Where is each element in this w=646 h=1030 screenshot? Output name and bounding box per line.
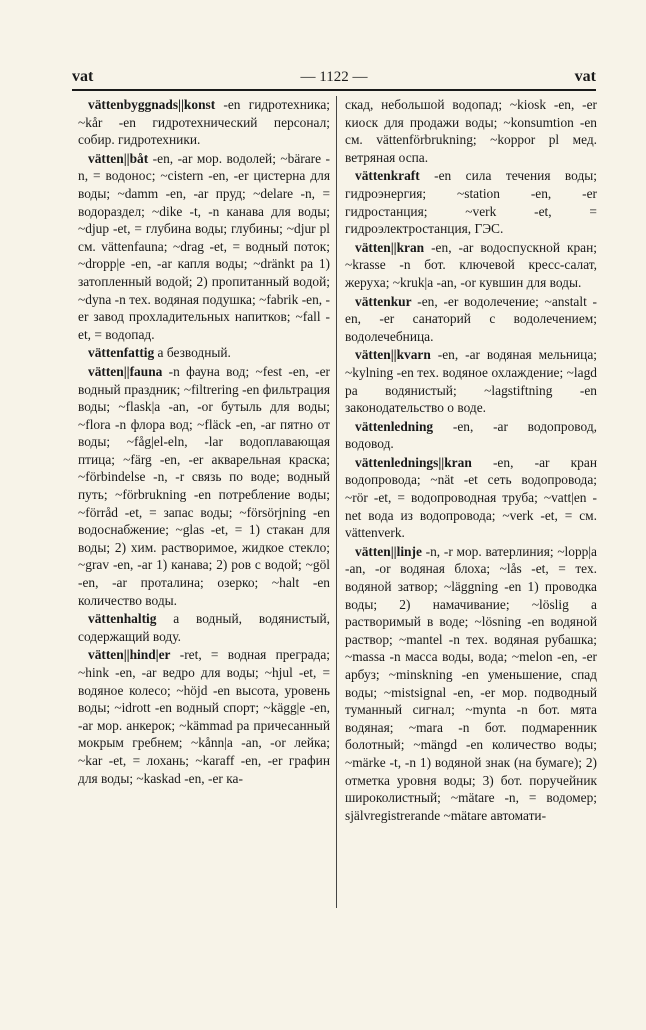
entry-definition: -n фауна вод; ~fest -en, -er водный праздник; ~filtrering -en фильтрация воды; ~flask|a -an, -or бутыль для воды; ~flora -n флора вод; ~fläck -en, -ar пятно от воды; ~fåg|el-eln, -lar водоплавающая птица; ~färg -en, -er акварельная краска; ~förbindelse -n, -r связь по воде; водный путь; ~förbrukning -en потребление воды; ~förråd -et, = запас воды; ~försörjning -en водоснабжение; ~glas -et, = 1) стакан для воды; 2) хим. растворимое, жидкое стекло; ~grav -en, -ar 1) канава; 2) ров с водой; ~göl -en, -ar проталина; озерко; ~halt -en количество воды.: [78, 363, 330, 608]
entry-headword: vättenledning: [355, 418, 434, 434]
entry-headword: vättenhaltig: [88, 611, 157, 627]
dictionary-entry: [345, 167, 597, 237]
entry-headword: vättenbyggnads||konst: [88, 97, 216, 112]
page-number: — 1122 —: [300, 69, 368, 85]
entry-headword: vätten||linje: [355, 543, 422, 559]
header-left-guideword: vat: [72, 68, 94, 85]
entry-headword: vätten||hind|er: [88, 647, 171, 663]
column-divider: [336, 96, 337, 908]
entry-definition: a водный, водянистый, содержащий воду.: [78, 611, 330, 644]
entry-definition: -n, -r мор. ватерлиния; ~lopp|a -an, -or водяная блоха; ~lås -et, = тех. водяной затвор; ~läggning -en 1) проводка воды; 2) намачивание; ~löslig a растворимый в воде; ~lösning -en водяной раствор; ~mantel -n тех. водяная рубашка; ~massa -n масса воды, вода; ~melon -en, -er арбуз; ~minskning -en уменьшение, спад воды; ~mistsignal -en, -er мор. подводный туманный сигнал; ~mynta -n бот. мята водяная; ~mara -n бот. подмаренник болотный; ~mängd -en количество воды; ~märke -t, -n 1) водяной знак (на бумаге); 2) отметка уровня воды; 3) бот. поручейник широколистный; ~mätare -n, = водомер; självregistrerande ~mätare автомати-: [345, 543, 597, 823]
entry-headword: vätten||båt: [88, 150, 149, 166]
entry-definition: -en, -ar мор. водолей; ~bärare -n, = водонос; ~cistern -en, -er цистерна для воды; ~damm -en, -ar пруд; ~delare -n, = водораздел; ~dike -t, -n канава для воды; ~djup -et, = глубина воды; глубины; ~djur pl см. vättenfauna; ~drag -et, = водный поток; ~dropp|e -en, -ar капля воды; ~dränkt pa 1) затопленный водой; 2) пропитанный водой; ~dyna -n тех. водяная подушка; ~fabrik -en, -er завод прохладительных напитков; ~fall -et, = водопад.: [78, 150, 330, 342]
dictionary-entry: [345, 543, 597, 825]
entry-definition: -en, -ar кран водопровода; ~nät -et сеть водопровода; ~rör -et, = водопроводная труба; ~vatt|en -net вода из водопровода; ~verk -et, = см. vättenverk.: [345, 454, 597, 541]
page-header: [72, 62, 596, 86]
entry-headword: vättenkraft: [355, 168, 420, 184]
dictionary-entry: [345, 454, 597, 542]
entry-definition: -en, -ar водопровод, водовод.: [345, 418, 597, 452]
entry-headword: vätten||fauna: [88, 363, 163, 379]
left-column: [78, 96, 330, 788]
dictionary-entry: [78, 610, 330, 645]
entry-definition: -en, -ar водоспускной кран; ~krasse -n бот. ключевой кресс-салат, жеруха; ~kruk|a -an, -or кувшин для воды.: [345, 239, 597, 290]
dictionary-entry: [78, 150, 330, 344]
dictionary-entry: [78, 363, 330, 609]
dictionary-entry: [78, 646, 330, 787]
entry-definition: -en гидротехника; ~kår -en гидротехнический персонал; собир. гидротехники.: [78, 97, 330, 148]
dictionary-entry: [78, 96, 330, 149]
entry-definition: -ret, = водная преграда; ~hink -en, -ar ведро для воды; ~hjul -et, = водяное колесо; ~höjd -en высота, уровень воды; ~idrott -en водный спорт; ~kägg|e -en, -ar мор. анкерок; ~kämmad pa причесанный мокрым гребнем; ~kånn|a -an, -or лейка; ~kar -et, = лохань; ~karaff -en, -er графин для воды; ~kaskad -en, -er ка-: [78, 647, 330, 786]
header-rule: [72, 89, 596, 91]
dictionary-entry: [345, 346, 597, 416]
entry-headword: vättenkur: [355, 293, 412, 309]
entry-headword: vätten||kvarn: [355, 347, 431, 363]
right-column: [345, 96, 597, 825]
entry-headword: vättenfattig: [88, 345, 155, 361]
dictionary-entry: [345, 418, 597, 453]
entry-definition: -en сила течения воды; гидроэнергия; ~station -en, -er гидростанция; ~verk -et, = гидроэлектростанция, ГЭС.: [345, 168, 597, 237]
header-right-guideword: vat: [574, 68, 596, 85]
entry-definition: -en, -ar водяная мельница; ~kylning -en тех. водяное охлаждение; ~lagd pa водянистый; ~lagstiftning -en законодательство о воде.: [345, 347, 597, 416]
entry-definition: a безводный.: [154, 345, 231, 361]
entry-definition: скад, небольшой водопад; ~kiosk -en, -er киоск для продажи воды; ~konsumtion -en см. vättenförbrukning; ~koppor pl мед. ветряная оспа.: [345, 97, 597, 165]
dictionary-entry: [345, 96, 597, 166]
dictionary-entry: [345, 293, 597, 346]
entry-headword: vätten||kran: [355, 239, 425, 255]
dictionary-entry: [345, 239, 597, 292]
dictionary-entry: [78, 344, 330, 362]
entry-headword: vättenlednings||kran: [355, 454, 472, 470]
entry-definition: -en, -er водолечение; ~anstalt -en, -er санаторий с водолечением; водолечебница.: [345, 293, 597, 344]
